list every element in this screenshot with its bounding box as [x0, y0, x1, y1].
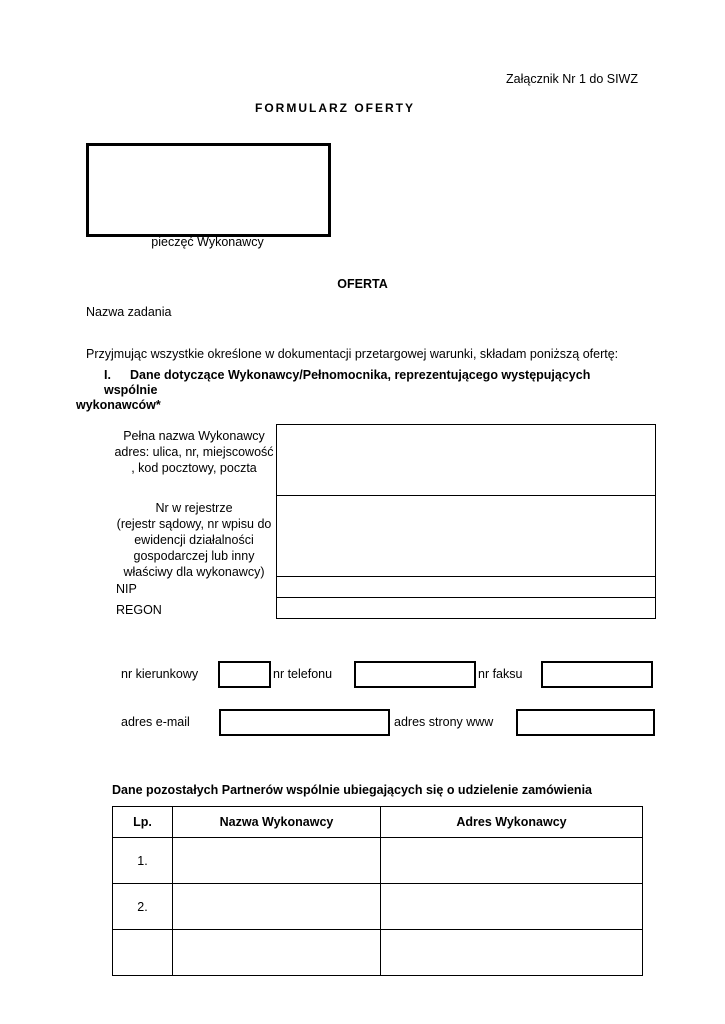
address-label: adres: ulica, nr, miejscowość , kod pocztowy, poczta [114, 445, 274, 475]
phone-field[interactable] [354, 661, 476, 688]
row-address-cell[interactable] [381, 838, 643, 884]
register-desc-label: (rejestr sądowy, nr wpisu do ewidencji działalności gospodarczej lub inny właściwy dla wykonawcy) [116, 517, 272, 579]
regon-field[interactable] [277, 598, 656, 619]
register-number-label: Nr w rejestrze [155, 501, 233, 515]
partners-title: Dane pozostałych Partnerów wspólnie ubiegających się o udzielenie zamówienia [112, 783, 592, 797]
table-row [113, 838, 643, 884]
section-1-number: I. [104, 368, 111, 382]
table-row [113, 930, 643, 976]
nip-field[interactable] [277, 577, 656, 598]
table-row [113, 884, 643, 930]
stamp-label: pieczęć Wykonawcy [151, 235, 264, 249]
area-code-label: nr kierunkowy [121, 667, 199, 681]
address-header: Adres Wykonawcy [381, 807, 643, 838]
website-field[interactable] [516, 709, 655, 736]
register-label [112, 500, 276, 580]
task-name-label: Nazwa zadania [86, 305, 172, 319]
row-lp: 2. [113, 884, 173, 930]
nip-label: NIP [116, 582, 137, 596]
intro-statement: Przyjmując wszystkie określone w dokumentacji przetargowej warunki, składam poniższą ofertę: [86, 347, 619, 361]
email-field[interactable] [219, 709, 390, 736]
partners-table [112, 806, 643, 976]
row-address-cell[interactable] [381, 884, 643, 930]
fax-field[interactable] [541, 661, 653, 688]
email-label: adres e-mail [121, 715, 190, 729]
register-number-field[interactable] [277, 496, 656, 577]
phone-label: nr telefonu [273, 667, 333, 681]
contractor-name-field[interactable] [277, 425, 656, 496]
area-code-field[interactable] [218, 661, 271, 688]
section-1-title-line2: wykonawców* [76, 398, 161, 412]
name-header: Nazwa Wykonawcy [173, 807, 381, 838]
row-lp [113, 930, 173, 976]
contractor-data-table [276, 424, 656, 619]
offer-title: OFERTA [337, 277, 388, 291]
attachment-label: Załącznik Nr 1 do SIWZ [506, 72, 638, 86]
section-1-heading [76, 368, 638, 413]
section-1-title-line1: Dane dotyczące Wykonawcy/Pełnomocnika, reprezentującego występujących wspólnie [104, 368, 591, 397]
partners-header-row [113, 807, 643, 838]
name-address-label [112, 428, 276, 476]
website-label: adres strony www [394, 715, 494, 729]
row-name-cell[interactable] [173, 930, 381, 976]
full-name-label: Pełna nazwa Wykonawcy [123, 429, 265, 443]
regon-label: REGON [116, 603, 162, 617]
row-name-cell[interactable] [173, 884, 381, 930]
contractor-stamp-box [86, 143, 331, 237]
lp-header: Lp. [113, 807, 173, 838]
row-name-cell[interactable] [173, 838, 381, 884]
row-address-cell[interactable] [381, 930, 643, 976]
row-lp: 1. [113, 838, 173, 884]
form-title: FORMULARZ OFERTY [255, 101, 415, 115]
fax-label: nr faksu [478, 667, 523, 681]
